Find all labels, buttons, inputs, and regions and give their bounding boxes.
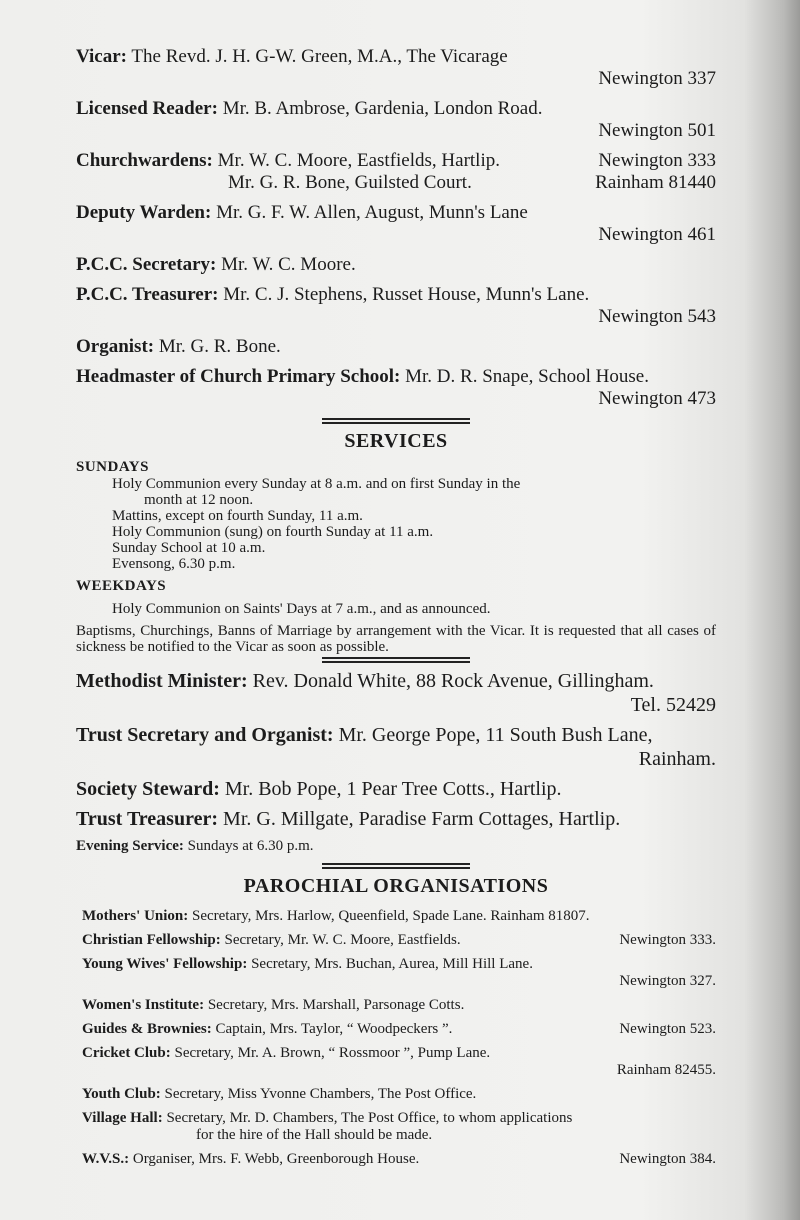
trust-secretary-entry (76, 723, 716, 771)
org-label: Young Wives' Fellowship: (82, 956, 248, 972)
service-line: Mattins, except on fourth Sunday, 11 a.m. (112, 508, 363, 524)
org-text: Secretary, Miss Yvonne Chambers, The Post Office. (164, 1086, 477, 1102)
org-text: Secretary, Mr. D. Chambers, The Post Office, to whom applications (166, 1110, 573, 1126)
entry-label: Organist: (76, 336, 155, 357)
entry-text: Mr. G. R. Bone, Guilsted Court. (228, 172, 472, 193)
org-phone: Rainham 82455. (616, 1062, 716, 1078)
section-divider (322, 418, 470, 424)
churchwardens-entry (76, 150, 716, 194)
entry-text-cont: Rainham. (638, 748, 716, 770)
entry-phone: Tel. 52429 (630, 694, 716, 716)
org-label: Cricket Club: (82, 1045, 171, 1061)
deputy-warden-entry (76, 202, 716, 246)
section-divider (322, 863, 470, 869)
org-text: Secretary, Mr. W. C. Moore, Eastfields. (224, 932, 461, 948)
entry-label: P.C.C. Treasurer: (76, 284, 219, 305)
org-text: Secretary, Mrs. Buchan, Aurea, Mill Hill Lane. (251, 956, 533, 972)
org-phone: Newington 327. (619, 973, 716, 989)
service-line: Holy Communion (sung) on fourth Sunday at 11 a.m. (112, 524, 434, 540)
org-label: Christian Fellowship: (82, 932, 221, 948)
service-line: Holy Communion every Sunday at 8 a.m. and on first Sunday in the (112, 476, 521, 492)
entry-text: Mr. C. J. Stephens, Russet House, Munn's Lane. (223, 284, 590, 305)
org-label: Youth Club: (82, 1086, 161, 1102)
entry-text: Sundays at 6.30 p.m. (187, 838, 314, 854)
sundays-list (76, 476, 716, 572)
entry-text: The Revd. J. H. G-W. Green, M.A., The Vicarage (131, 46, 508, 67)
org-label: Guides & Brownies: (82, 1021, 212, 1037)
pcc-secretary-entry (76, 254, 716, 276)
org-item (76, 1151, 716, 1168)
section-divider (322, 657, 470, 663)
org-label: Women's Institute: (82, 997, 205, 1013)
org-item (76, 1086, 716, 1103)
organisations-list (76, 908, 716, 1168)
org-text: Secretary, Mrs. Harlow, Queenfield, Spade Lane. Rainham 81807. (192, 908, 590, 924)
org-label: W.V.S.: (82, 1151, 130, 1167)
org-label: Village Hall: (82, 1110, 163, 1126)
reader-entry (76, 98, 716, 142)
evening-service-entry (76, 837, 716, 855)
org-text: Captain, Mrs. Taylor, “ Woodpeckers ”. (215, 1021, 453, 1037)
entry-text: Mr. W. C. Moore. (221, 254, 356, 275)
services-title: SERVICES (344, 430, 448, 452)
org-text: Organiser, Mrs. F. Webb, Greenborough House. (132, 1151, 420, 1167)
org-text: Secretary, Mr. A. Brown, “ Rossmoor ”, Pump Lane. (174, 1045, 491, 1061)
org-item (76, 932, 716, 949)
org-item (76, 1045, 716, 1079)
entry-text: Mr. G. F. W. Allen, August, Munn's Lane (216, 202, 528, 223)
methodist-minister-entry (76, 669, 716, 717)
entry-label: Vicar: (76, 46, 127, 67)
entry-label: Churchwardens: (76, 150, 213, 171)
society-steward-entry (76, 777, 716, 801)
entry-label: Trust Treasurer: (76, 808, 219, 830)
entry-text: Mr. George Pope, 11 South Bush Lane, (338, 724, 653, 746)
entry-label: Licensed Reader: (76, 98, 218, 119)
sundays-heading: SUNDAYS (76, 459, 149, 475)
org-phone: Newington 384. (619, 1151, 716, 1167)
services-note: Baptisms, Churchings, Banns of Marriage by arrangement with the Vicar. It is requested that all cases of sickness be notified to the Vicar as soon as possible. (76, 623, 716, 655)
entry-label: Evening Service: (76, 838, 184, 854)
entry-label: Methodist Minister: (76, 670, 248, 692)
entry-text: Mr. Bob Pope, 1 Pear Tree Cotts., Hartlip. (224, 778, 562, 800)
entry-text: Mr. D. R. Snape, School House. (405, 366, 649, 387)
entry-label: P.C.C. Secretary: (76, 254, 217, 275)
trust-treasurer-entry (76, 807, 716, 831)
org-label: Mothers' Union: (82, 908, 189, 924)
entry-text: Mr. W. C. Moore, Eastfields, Hartlip. (217, 150, 500, 171)
service-line-cont: month at 12 noon. (144, 492, 254, 508)
entry-label: Headmaster of Church Primary School: (76, 366, 401, 387)
entry-text: Mr. G. R. Bone. (158, 336, 281, 357)
org-item (76, 1110, 716, 1144)
entry-phone: Newington 337 (598, 68, 716, 89)
headmaster-entry (76, 366, 716, 410)
entry-text: Rev. Donald White, 88 Rock Avenue, Gillingham. (252, 670, 654, 692)
org-text-cont: for the hire of the Hall should be made. (196, 1127, 433, 1143)
org-phone: Newington 333. (619, 932, 716, 948)
entry-phone: Newington 461 (598, 224, 716, 245)
entry-label: Society Steward: (76, 778, 220, 800)
org-item (76, 956, 716, 990)
org-phone: Newington 523. (619, 1021, 716, 1037)
pcc-treasurer-entry (76, 284, 716, 328)
entry-phone: Newington 473 (598, 388, 716, 409)
org-item (76, 1021, 716, 1038)
org-item (76, 908, 716, 925)
organisations-title: PAROCHIAL ORGANISATIONS (243, 875, 549, 897)
entry-text: Mr. G. Millgate, Paradise Farm Cottages, Hartlip. (223, 808, 621, 830)
entry-label: Deputy Warden: (76, 202, 212, 223)
entry-phone: Newington 543 (598, 306, 716, 327)
service-line: Evensong, 6.30 p.m. (112, 556, 236, 572)
entry-label: Trust Secretary and Organist: (76, 724, 334, 746)
entry-phone: Newington 333 (598, 150, 716, 171)
service-line: Sunday School at 10 a.m. (112, 540, 266, 556)
weekdays-heading: WEEKDAYS (76, 578, 167, 594)
entry-phone: Rainham 81440 (595, 172, 716, 193)
org-item (76, 997, 716, 1014)
entry-phone: Newington 501 (598, 120, 716, 141)
page-content (76, 46, 716, 1175)
org-text: Secretary, Mrs. Marshall, Parsonage Cotts. (207, 997, 465, 1013)
weekdays-line: Holy Communion on Saints' Days at 7 a.m., and as announced. (112, 601, 491, 617)
vicar-entry (76, 46, 716, 90)
entry-text: Mr. B. Ambrose, Gardenia, London Road. (222, 98, 543, 119)
organist-entry (76, 336, 716, 358)
